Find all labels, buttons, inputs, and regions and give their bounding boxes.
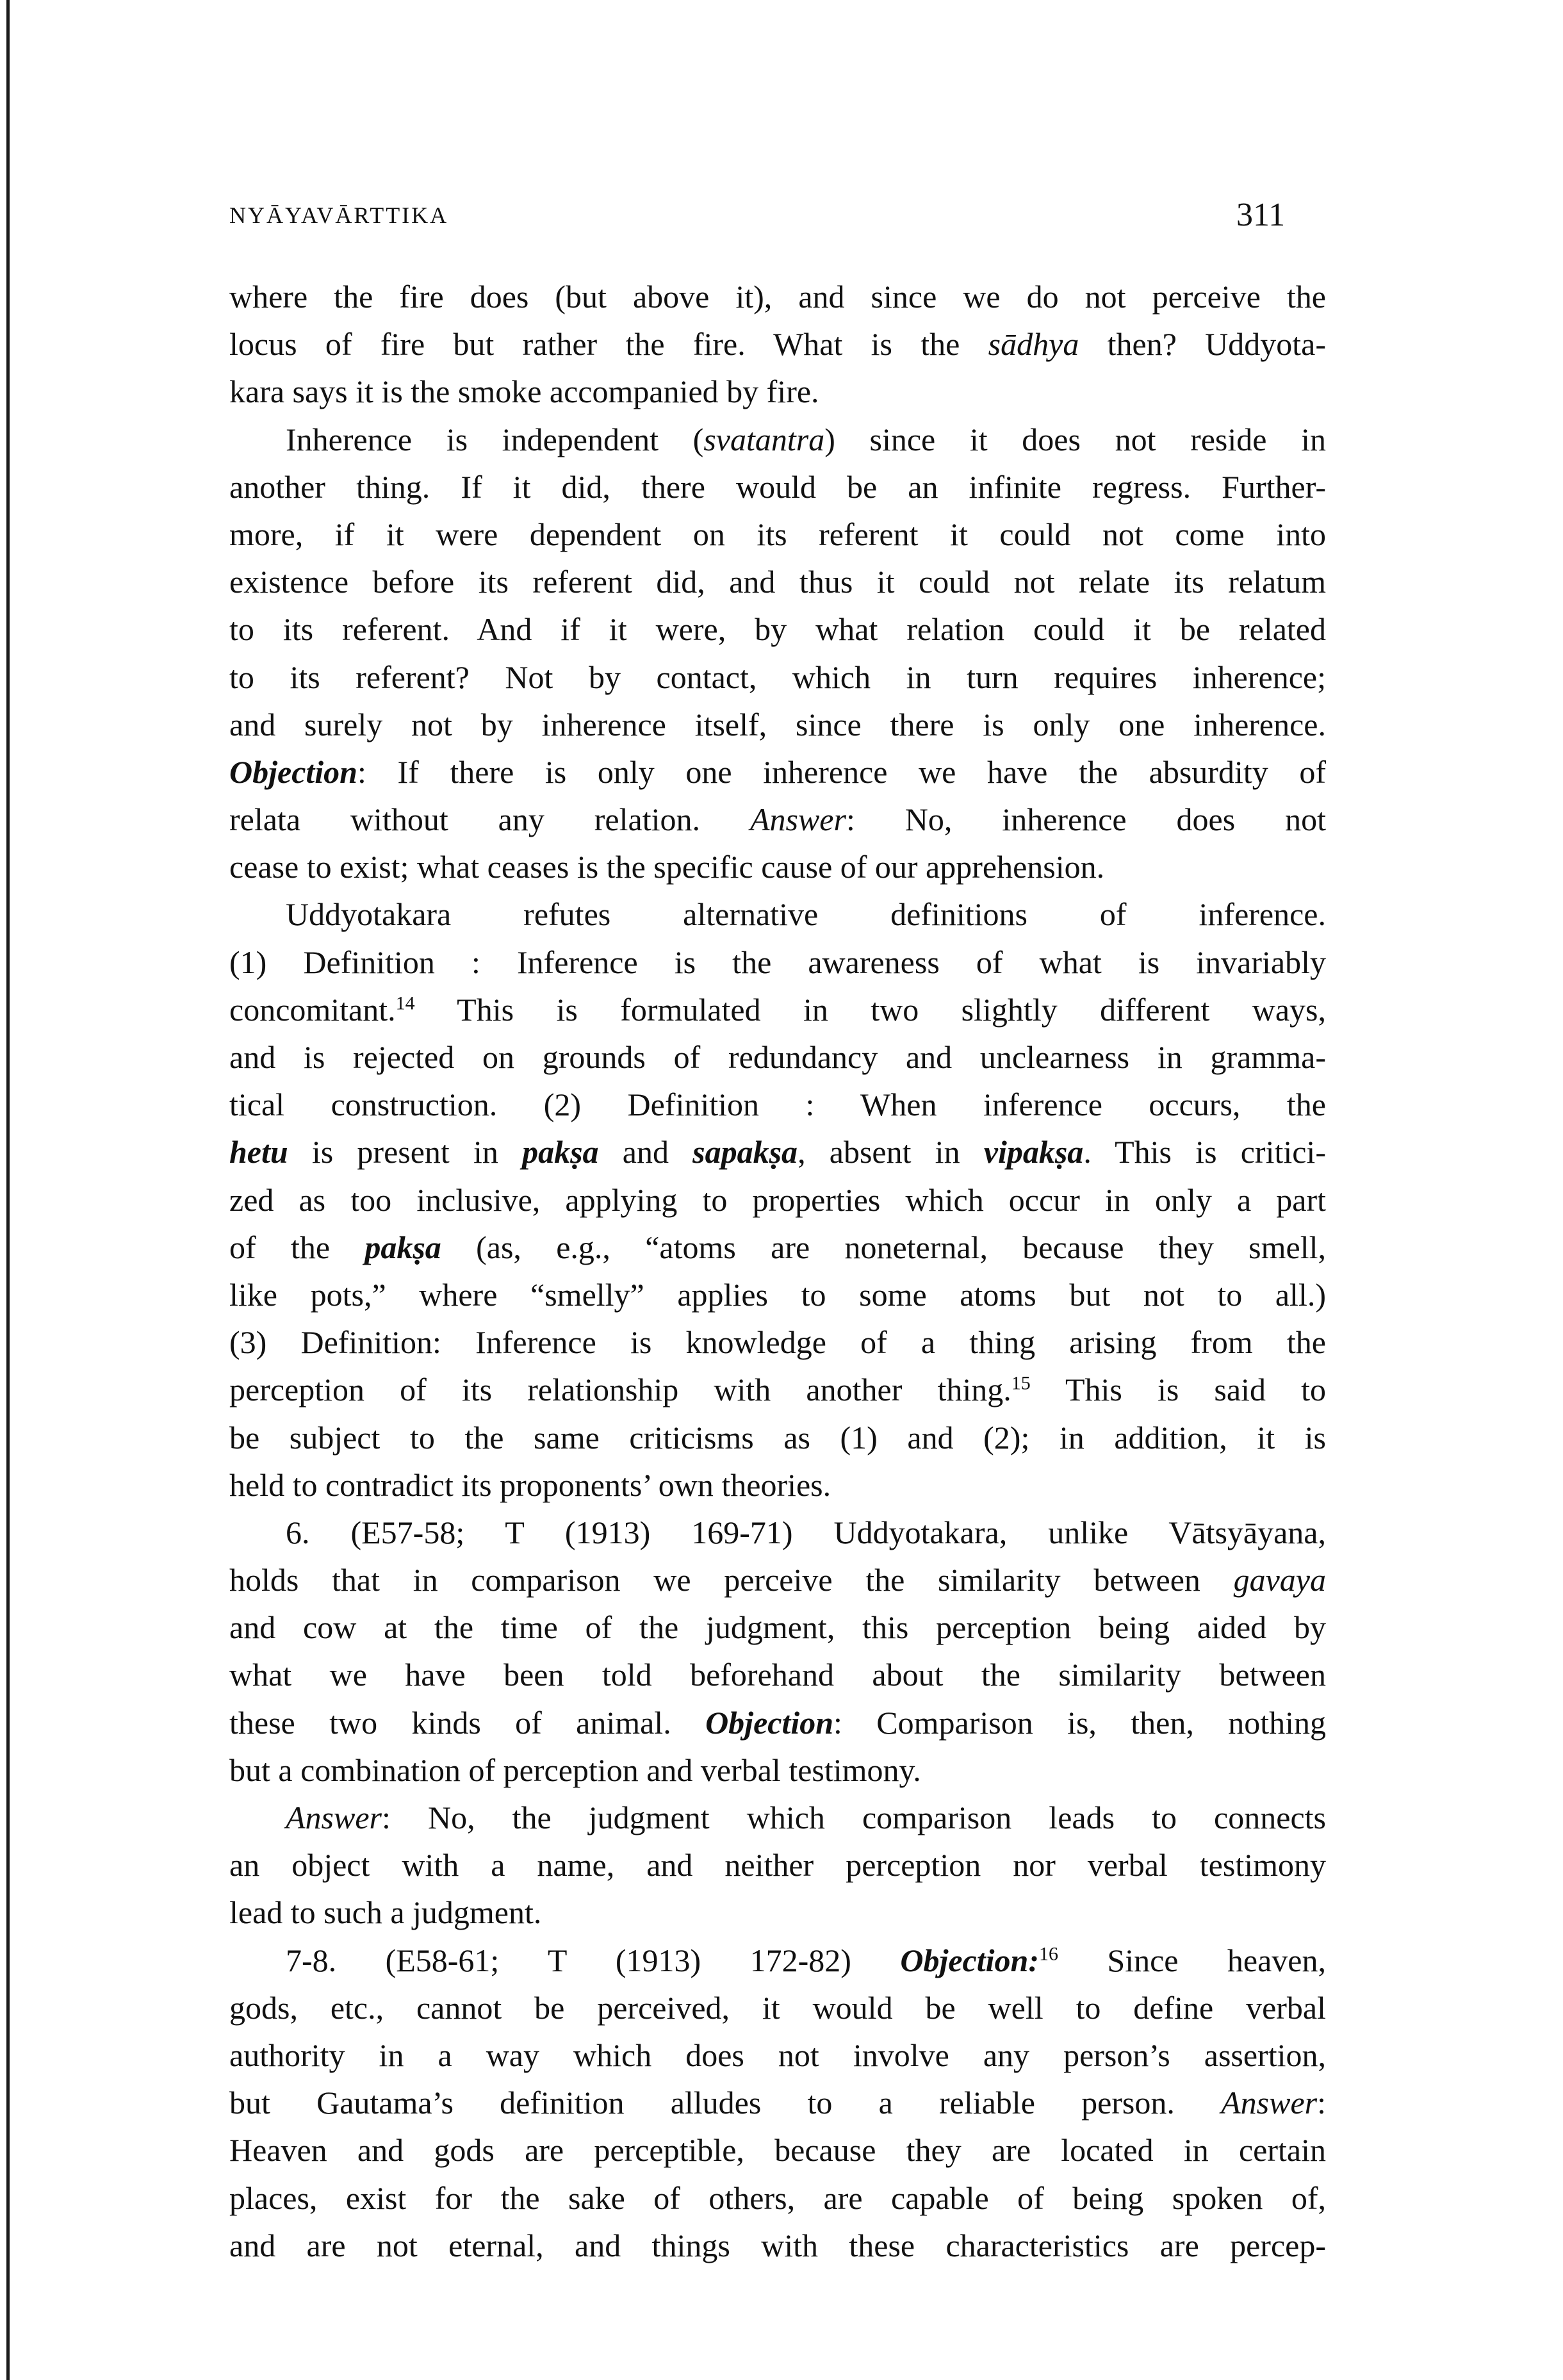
- text-line: concomitant.$^{14}$ This is formulated in two slightly different ways,: [229, 991, 1326, 1028]
- text-line: and is rejected on grounds of redundancy and unclearness in gramma-: [229, 1039, 1326, 1075]
- body-text: [229, 273, 1326, 2269]
- text-line: lead to such a judgment.: [229, 1894, 542, 1931]
- text-line: be subject to the same criticisms as (1) and (2); in addition, it is: [229, 1419, 1326, 1456]
- text-line: perception of its relationship with another thing.$^{15}$ This is said to: [229, 1372, 1326, 1408]
- text-line: but Gautama’s definition alludes to a reliable person. Answer:: [229, 2085, 1326, 2121]
- footnote-ref: 14: [395, 992, 415, 1014]
- text-line: but a combination of perception and verbal testimony.: [229, 1752, 921, 1788]
- text-line: and cow at the time of the judgment, this perception being aided by: [229, 1609, 1326, 1646]
- text-line: Inherence is independent (svatantra) since it does not reside in: [286, 421, 1326, 457]
- text-line: of the pakṣa (as, e.g., “atoms are noneternal, because they smell,: [229, 1229, 1327, 1265]
- text-line: Objection: If there is only one inherence we have the absurdity of: [229, 753, 1326, 790]
- scan-edge-shadow: [6, 0, 10, 2380]
- text-line: cease to exist; what ceases is the specific cause of our apprehension.: [229, 849, 1105, 885]
- text-line: 6. (E57-58; T (1913) 169-71) Uddyotakara, unlike Vātsyāyana,: [286, 1514, 1326, 1550]
- text-line: locus of fire but rather the fire. What is the sādhya then? Uddyota-: [229, 326, 1327, 363]
- text-line: (3) Definition: Inference is knowledge of a thing arising from the: [229, 1324, 1326, 1361]
- text-line: more, if it were dependent on its referent it could not come into: [229, 516, 1326, 552]
- text-line: relata without any relation. Answer: No, inherence does not: [229, 801, 1327, 838]
- text-line: to its referent. And if it were, by what relation could it be related: [229, 611, 1326, 648]
- text-line: where the fire does (but above it), and since we do not perceive the: [229, 279, 1326, 315]
- text-line: tical construction. (2) Definition : When inference occurs, the: [229, 1087, 1326, 1123]
- text-line: gods, etc., cannot be perceived, it would be well to define verbal: [229, 1989, 1326, 2026]
- text-line: Heaven and gods are perceptible, because they are located in certain: [229, 2132, 1326, 2169]
- running-head: NYĀYAVĀRTTIKA: [229, 202, 449, 228]
- text-line: existence before its referent did, and thus it could not relate its relatum: [229, 564, 1326, 600]
- text-line: another thing. If it did, there would be an infinite regress. Further-: [229, 468, 1326, 505]
- page-number: 311: [1236, 197, 1286, 233]
- text-line: to its referent? Not by contact, which in turn requires inherence;: [229, 659, 1326, 695]
- text-line: what we have been told beforehand about the similarity between: [229, 1657, 1326, 1693]
- text-line: places, exist for the sake of others, are capable of being spoken of,: [229, 2179, 1326, 2216]
- text-line: 7-8. (E58-61; T (1913) 172-82) Objection:$^{16}$ Since heaven,: [286, 1942, 1326, 1978]
- text-line: zed as too inclusive, applying to properties which occur in only a part: [229, 1181, 1326, 1218]
- footnote-ref: 15: [1011, 1372, 1031, 1394]
- text-line: an object with a name, and neither perception nor verbal testimony: [229, 1847, 1326, 1883]
- text-line: kara says it is the smoke accompanied by fire.: [229, 373, 819, 410]
- text-line: and are not eternal, and things with these characteristics are percep-: [229, 2227, 1326, 2263]
- text-line: Uddyotakara refutes alternative definitions of inference.: [286, 896, 1326, 933]
- text-line: and surely not by inherence itself, since there is only one inherence.: [229, 706, 1326, 743]
- text-line: held to contradict its proponents’ own theories.: [229, 1466, 831, 1503]
- text-line: like pots,” where “smelly” applies to some atoms but not to all.): [229, 1276, 1326, 1313]
- text-line: Answer: No, the judgment which comparison leads to connects: [286, 1800, 1326, 1835]
- text-line: (1) Definition : Inference is the awareness of what is invariably: [229, 944, 1326, 980]
- text-line: authority in a way which does not involve any person’s assertion,: [229, 2037, 1326, 2073]
- text-line: holds that in comparison we perceive the similarity between gavaya: [229, 1562, 1326, 1598]
- text-line: these two kinds of animal. Objection: Comparison is, then, nothing: [229, 1704, 1326, 1741]
- footnote-ref: 16: [1038, 1942, 1058, 1964]
- text-line: hetu is present in pakṣa and sapakṣa, absent in vipakṣa. This is critici-: [229, 1134, 1326, 1170]
